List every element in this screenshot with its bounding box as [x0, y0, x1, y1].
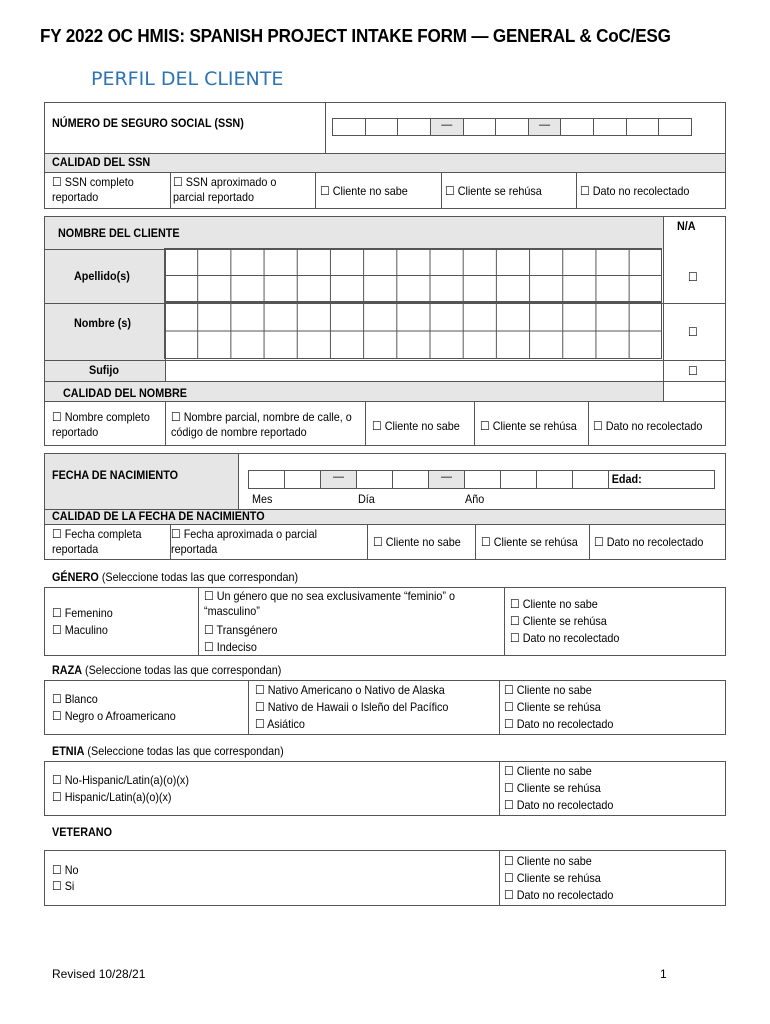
option-label: Cliente no sabe — [332, 184, 408, 198]
ethnicity-option[interactable] — [52, 773, 189, 788]
option-label: Cliente se rehúsa — [516, 700, 601, 714]
checkbox-icon[interactable]: ☐ — [255, 700, 265, 714]
dob-option-refused[interactable] — [481, 535, 578, 550]
ethnicity-heading — [52, 744, 284, 759]
race-hint: (Seleccione todas las que correspondan) — [85, 663, 282, 677]
gender-option[interactable] — [510, 631, 619, 646]
ethnicity-box — [44, 761, 726, 816]
ssn-label: NÚMERO DE SEGURO SOCIAL (SSN) — [52, 116, 244, 130]
ethnicity-option[interactable] — [504, 781, 601, 796]
option-label: Cliente se rehúsa — [516, 781, 601, 795]
gender-option[interactable] — [510, 614, 607, 629]
option-label: Asiático — [267, 717, 305, 731]
checkbox-icon[interactable]: ☐ — [504, 683, 514, 697]
apellidos-na-checkbox[interactable]: ☐ — [688, 270, 698, 284]
option-label: Indeciso — [216, 640, 257, 654]
race-option[interactable] — [52, 692, 98, 707]
veteran-option[interactable] — [504, 888, 613, 903]
name-option-refused[interactable] — [480, 419, 577, 434]
race-option[interactable] — [52, 709, 176, 724]
option-label: Hispanic/Latin(a)(o)(x) — [64, 790, 172, 804]
race-heading — [52, 663, 281, 678]
nombre-label: Nombre (s) — [74, 316, 132, 330]
option-label: Femenino — [64, 606, 113, 620]
option-label: Nombre completo reportado — [52, 410, 150, 439]
option-label: SSN completo reportado — [52, 175, 134, 204]
dob-label: FECHA DE NACIMIENTO — [52, 468, 179, 482]
option-label: Dato no recolectado — [522, 631, 620, 645]
ethnicity-option[interactable] — [52, 790, 172, 805]
name-label: NOMBRE DEL CLIENTE — [58, 226, 180, 240]
gender-option[interactable] — [204, 640, 257, 655]
option-label: Cliente se rehúsa — [516, 871, 601, 885]
checkbox-icon[interactable]: ☐ — [504, 798, 514, 812]
option-label: Dato no recolectado — [606, 535, 704, 549]
checkbox-icon[interactable]: ☐ — [52, 527, 62, 541]
checkbox-icon[interactable]: ☐ — [173, 175, 183, 189]
option-label: Cliente se rehúsa — [522, 614, 607, 628]
checkbox-icon[interactable]: ☐ — [504, 888, 514, 902]
gender-heading — [52, 570, 298, 585]
nombre-grid[interactable] — [164, 302, 662, 359]
option-label: Dato no recolectado — [516, 717, 614, 731]
checkbox-icon[interactable]: ☐ — [510, 631, 520, 645]
option-label: Cliente se rehúsa — [493, 535, 578, 549]
dob-dash: — — [321, 471, 357, 488]
mes-label: Mes — [252, 492, 273, 506]
checkbox-icon[interactable]: ☐ — [504, 781, 514, 795]
checkbox-icon[interactable]: ☐ — [480, 419, 490, 433]
checkbox-icon[interactable]: ☐ — [52, 606, 62, 620]
checkbox-icon[interactable]: ☐ — [204, 640, 214, 654]
gender-option[interactable] — [52, 623, 108, 638]
ssn-dash: — — [529, 119, 562, 135]
checkbox-icon[interactable]: ☐ — [594, 535, 604, 549]
option-label: Cliente no sabe — [516, 764, 592, 778]
form-title: FY 2022 OC HMIS: SPANISH PROJECT INTAKE FORM — GENERAL & CoC/ESG — [40, 26, 671, 46]
option-label: Transgénero — [216, 623, 278, 637]
checkbox-icon[interactable]: ☐ — [504, 871, 514, 885]
checkbox-icon[interactable]: ☐ — [255, 717, 265, 731]
section-title: PERFIL DEL CLIENTE — [91, 68, 284, 90]
gender-option[interactable] — [52, 606, 113, 621]
ssn-option-full[interactable] — [52, 175, 160, 205]
option-label: No-Hispanic/Latin(a)(o)(x) — [64, 773, 189, 787]
dob-option-dont-know[interactable] — [373, 535, 461, 550]
checkbox-icon[interactable]: ☐ — [52, 879, 62, 893]
race-label: RAZA — [52, 663, 82, 677]
option-label: Nativo de Hawaii o Isleño del Pacífico — [267, 700, 449, 714]
ssn-input[interactable] — [332, 118, 692, 136]
race-option[interactable] — [255, 717, 305, 732]
veteran-option[interactable] — [52, 879, 74, 894]
option-label: Fecha aproximada o parcial reportada — [171, 527, 317, 556]
apellidos-grid[interactable] — [164, 248, 662, 302]
checkbox-icon[interactable]: ☐ — [52, 410, 62, 424]
checkbox-icon[interactable]: ☐ — [52, 863, 62, 877]
option-label: Cliente se rehúsa — [492, 419, 577, 433]
ssn-option-not-collected[interactable] — [580, 184, 689, 199]
checkbox-icon[interactable]: ☐ — [52, 773, 62, 787]
edad-label: Edad: — [611, 472, 642, 486]
checkbox-icon[interactable]: ☐ — [504, 717, 514, 731]
checkbox-icon[interactable]: ☐ — [481, 535, 491, 549]
gender-option[interactable] — [204, 589, 456, 619]
veteran-label: VETERANO — [52, 825, 113, 839]
checkbox-icon[interactable]: ☐ — [510, 597, 520, 611]
option-label: Maculino — [64, 623, 108, 637]
checkbox-icon[interactable]: ☐ — [320, 184, 330, 198]
checkbox-icon[interactable]: ☐ — [171, 410, 181, 424]
sufijo-na-checkbox[interactable]: ☐ — [688, 364, 698, 378]
option-label: Nombre parcial, nombre de calle, o código de nombre reportado — [171, 410, 352, 439]
name-option-full[interactable] — [52, 410, 158, 440]
option-label: Nativo Americano o Nativo de Alaska — [267, 683, 445, 697]
checkbox-icon[interactable]: ☐ — [204, 589, 214, 603]
option-label: Dato no recolectado — [592, 184, 690, 198]
checkbox-icon[interactable]: ☐ — [504, 700, 514, 714]
veteran-option[interactable] — [52, 863, 79, 878]
option-label: Dato no recolectado — [605, 419, 703, 433]
gender-option[interactable] — [204, 623, 277, 638]
checkbox-icon[interactable]: ☐ — [255, 683, 265, 697]
veteran-option[interactable] — [504, 854, 592, 869]
option-label: Cliente se rehúsa — [457, 184, 542, 198]
na-label: N/A — [677, 219, 696, 233]
option-label: Dato no recolectado — [516, 798, 614, 812]
option-label: Un género que no sea exclusivamente “feminio” o “masculino” — [204, 589, 456, 618]
ano-label: Año — [465, 492, 485, 506]
checkbox-icon[interactable]: ☐ — [445, 184, 455, 198]
ssn-quality-label: CALIDAD DEL SSN — [52, 155, 151, 169]
checkbox-icon[interactable]: ☐ — [510, 614, 520, 628]
option-label: Si — [64, 879, 75, 893]
ssn-dash: — — [431, 119, 464, 135]
option-label: No — [64, 863, 79, 877]
option-label: Cliente no sabe — [516, 683, 592, 697]
dob-input[interactable] — [248, 470, 715, 489]
option-label: Blanco — [64, 692, 98, 706]
sufijo-label: Sufijo — [89, 363, 119, 377]
option-label: Negro o Afroamericano — [64, 709, 176, 723]
checkbox-icon[interactable]: ☐ — [372, 419, 382, 433]
checkbox-icon[interactable]: ☐ — [52, 790, 62, 804]
checkbox-icon[interactable]: ☐ — [580, 184, 590, 198]
ssn-option-dont-know[interactable] — [320, 184, 408, 199]
dob-option-full[interactable] — [52, 527, 158, 557]
option-label: Dato no recolectado — [516, 888, 614, 902]
name-quality-label: CALIDAD DEL NOMBRE — [63, 386, 188, 400]
ethnicity-hint: (Seleccione todas las que correspondan) — [87, 744, 284, 758]
race-option[interactable] — [504, 700, 601, 715]
ssn-option-approx[interactable] — [173, 175, 299, 205]
gender-hint: (Seleccione todas las que correspondan) — [101, 570, 299, 584]
nombre-na-checkbox[interactable]: ☐ — [688, 325, 698, 339]
ssn-option-refused[interactable] — [445, 184, 542, 199]
ethnicity-label: ETNIA — [52, 744, 85, 758]
race-option[interactable] — [255, 700, 448, 715]
name-option-partial[interactable] — [171, 410, 360, 440]
ethnicity-option[interactable] — [504, 798, 613, 813]
option-label: SSN aproximado o parcial reportado — [173, 175, 277, 204]
race-option[interactable] — [504, 717, 613, 732]
veteran-box — [44, 850, 726, 906]
dob-option-not-collected[interactable] — [594, 535, 703, 550]
checkbox-icon[interactable]: ☐ — [373, 535, 383, 549]
checkbox-icon[interactable]: ☐ — [504, 854, 514, 868]
gender-option[interactable] — [510, 597, 598, 612]
dob-dash: — — [429, 471, 465, 488]
checkbox-icon[interactable]: ☐ — [52, 709, 62, 723]
dob-quality-label: CALIDAD DE LA FECHA DE NACIMIENTO — [52, 509, 265, 523]
gender-label: GÉNERO — [52, 570, 99, 584]
checkbox-icon[interactable]: ☐ — [504, 764, 514, 778]
checkbox-icon[interactable]: ☐ — [593, 419, 603, 433]
option-label: Fecha completa reportada — [52, 527, 142, 556]
apellidos-label: Apellido(s) — [74, 269, 130, 283]
checkbox-icon[interactable]: ☐ — [52, 175, 62, 189]
name-option-not-collected[interactable] — [593, 419, 702, 434]
checkbox-icon[interactable]: ☐ — [52, 623, 62, 637]
dob-option-approx[interactable] — [171, 527, 351, 557]
checkbox-icon[interactable]: ☐ — [52, 692, 62, 706]
veteran-option[interactable] — [504, 871, 601, 886]
name-option-dont-know[interactable] — [372, 419, 460, 434]
revised-date: Revised 10/28/21 — [52, 967, 146, 981]
option-label: Cliente no sabe — [516, 854, 592, 868]
dia-label: Día — [358, 492, 375, 506]
ethnicity-option[interactable] — [504, 764, 592, 779]
race-option[interactable] — [255, 683, 445, 698]
option-label: Cliente no sabe — [385, 535, 461, 549]
checkbox-icon[interactable]: ☐ — [171, 527, 181, 541]
page-number: 1 — [660, 967, 667, 981]
checkbox-icon[interactable]: ☐ — [204, 623, 214, 637]
option-label: Cliente no sabe — [384, 419, 460, 433]
race-option[interactable] — [504, 683, 592, 698]
option-label: Cliente no sabe — [522, 597, 598, 611]
